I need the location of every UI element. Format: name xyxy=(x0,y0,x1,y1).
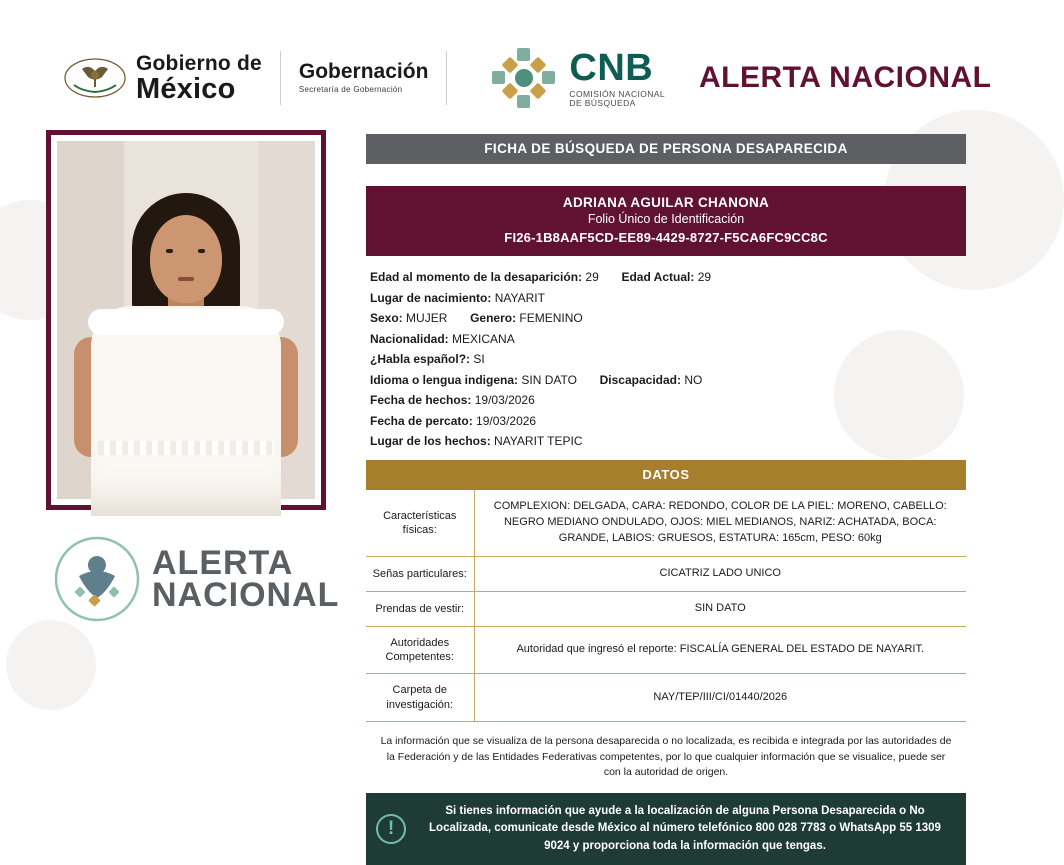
detail-label: Lugar de nacimiento: xyxy=(370,290,492,305)
gobernacion-block xyxy=(299,61,429,94)
detail-row-language-disability xyxy=(370,373,966,387)
cnb-acronym: CNB xyxy=(569,47,654,89)
datos-label-case-file: Carpeta de investigación: xyxy=(366,674,474,722)
person-name-block xyxy=(366,186,966,256)
detail-label: Nacionalidad: xyxy=(370,331,449,346)
detail-label: Sexo: xyxy=(370,311,403,325)
detail-row-event-place xyxy=(370,434,966,448)
detail-value: NAYARIT xyxy=(494,290,545,305)
detail-row-notice-date xyxy=(370,414,966,428)
cnb-mark-icon xyxy=(487,46,561,110)
datos-value-clothing: SIN DATO xyxy=(474,591,966,626)
datos-section-title: DATOS xyxy=(366,460,966,490)
header-divider xyxy=(446,51,447,105)
table-row xyxy=(366,556,966,591)
detail-label: Fecha de percato: xyxy=(370,413,473,428)
contact-banner xyxy=(366,793,966,865)
detail-value: SIN DATO xyxy=(521,372,577,387)
detail-value: SI xyxy=(473,352,485,366)
detail-value: 19/03/2026 xyxy=(476,413,537,428)
detail-label-2: Discapacidad: xyxy=(599,372,681,387)
legal-disclaimer: La información que se visualiza de la persona desaparecida o no localizada, es recibida e integrada por las autoridades de la Federación y de las Entidades Federativas competentes, por lo que cualquier información que se visualice, puede ser con la autoridad de origen. xyxy=(380,734,952,779)
background-watermark xyxy=(6,620,96,710)
detail-row-nationality xyxy=(370,332,966,346)
table-row xyxy=(366,490,966,556)
datos-value-physical: COMPLEXION: DELGADA, CARA: REDONDO, COLOR DE LA PIEL: MORENO, CABELLO: NEGRO MEDIANO ONDULADO, OJOS: MIEL MEDIANOS, NARIZ: ACHATADA, BOCA: GRANDE, LABIOS: GRUESOS, ESTATURA: 165cm, PESO: 60kg xyxy=(474,490,966,556)
datos-label-marks: Señas particulares: xyxy=(366,556,474,591)
table-row xyxy=(366,626,966,674)
document-header xyxy=(0,38,1024,118)
detail-row-age xyxy=(370,270,966,284)
detail-value: MUJER xyxy=(406,311,448,325)
table-row xyxy=(366,674,966,722)
alerta-word-2: NACIONAL xyxy=(152,576,340,614)
person-details-list xyxy=(366,270,966,448)
contact-text: Si tienes información que ayude a la localización de alguna Persona Desaparecida o No Localizada, comunicate desde México al número telefónico 800 028 7783 o WhatsApp 55 1309 9024 y proporciona toda la información que tengas. xyxy=(429,805,941,852)
detail-row-sex-gender xyxy=(370,311,966,325)
ficha-panel xyxy=(366,134,966,865)
detail-value: MEXICANA xyxy=(452,331,515,346)
alerta-nacional-logo xyxy=(54,536,339,622)
detail-value: NAYARIT TEPIC xyxy=(494,434,583,448)
detail-row-spanish xyxy=(370,352,966,366)
alerta-nacional-badge-icon xyxy=(54,536,140,622)
datos-label-physical: Características físicas: xyxy=(366,490,474,556)
detail-value-2: FEMENINO xyxy=(519,311,583,325)
datos-value-marks: CICATRIZ LADO UNICO xyxy=(474,556,966,591)
detail-value: 19/03/2026 xyxy=(474,393,535,407)
datos-value-case-file: NAY/TEP/III/CI/01440/2026 xyxy=(474,674,966,722)
gobierno-de-mexico-logo xyxy=(62,53,262,104)
cnb-line2: DE BÚSQUEDA xyxy=(569,97,636,108)
folio-label: Folio Único de Identificación xyxy=(587,212,745,226)
ficha-title-bar: FICHA DE BÚSQUEDA DE PERSONA DESAPARECIDA xyxy=(366,134,966,164)
cnb-text xyxy=(569,49,665,107)
detail-value: 29 xyxy=(585,270,599,284)
datos-label-clothing: Prendas de vestir: xyxy=(366,591,474,626)
header-divider xyxy=(280,51,281,105)
cnb-line1: COMISIÓN NACIONAL xyxy=(569,89,665,99)
detail-label: Edad al momento de la desaparición: xyxy=(370,270,583,284)
exclamation-icon: ! xyxy=(376,814,406,844)
detail-row-event-date xyxy=(370,393,966,407)
detail-label-2: Genero: xyxy=(470,311,517,325)
datos-label-authorities: Autoridades Competentes: xyxy=(366,626,474,674)
gobernacion-subtitle: Secretaría de Gobernación xyxy=(298,85,403,95)
alerta-word-1: ALERTA xyxy=(152,543,294,582)
cnb-logo xyxy=(487,46,665,110)
gobernacion-title: Gobernación xyxy=(298,60,429,84)
gobierno-line2: México xyxy=(136,72,236,105)
detail-row-birthplace xyxy=(370,291,966,305)
datos-value-authorities: Autoridad que ingresó el reporte: FISCALÍA GENERAL DEL ESTADO DE NAYARIT. xyxy=(474,626,966,674)
detail-label: Idioma o lengua indigena: xyxy=(370,372,519,387)
folio-value: FI26-1B8AAF5CD-EE89-4429-8727-F5CA6FC9CC8C xyxy=(504,230,828,245)
person-name: ADRIANA AGUILAR CHANONA xyxy=(562,195,770,210)
detail-label: ¿Habla español?: xyxy=(370,352,471,366)
alerta-nacional-heading: ALERTA NACIONAL xyxy=(699,61,992,94)
table-row xyxy=(366,591,966,626)
detail-value-2: NO xyxy=(684,372,703,387)
detail-value-2: 29 xyxy=(697,270,712,284)
person-photo xyxy=(57,141,315,499)
detail-label: Lugar de los hechos: xyxy=(370,434,491,448)
gobierno-line1: Gobierno de xyxy=(136,51,262,75)
detail-label-2: Edad Actual: xyxy=(621,270,695,284)
gobierno-text xyxy=(136,53,262,104)
person-photo-frame xyxy=(46,130,326,510)
datos-table xyxy=(366,490,966,722)
mexican-coat-of-arms-icon xyxy=(62,55,128,101)
alerta-nacional-wordmark xyxy=(152,543,340,614)
detail-label: Fecha de hechos: xyxy=(370,393,472,407)
